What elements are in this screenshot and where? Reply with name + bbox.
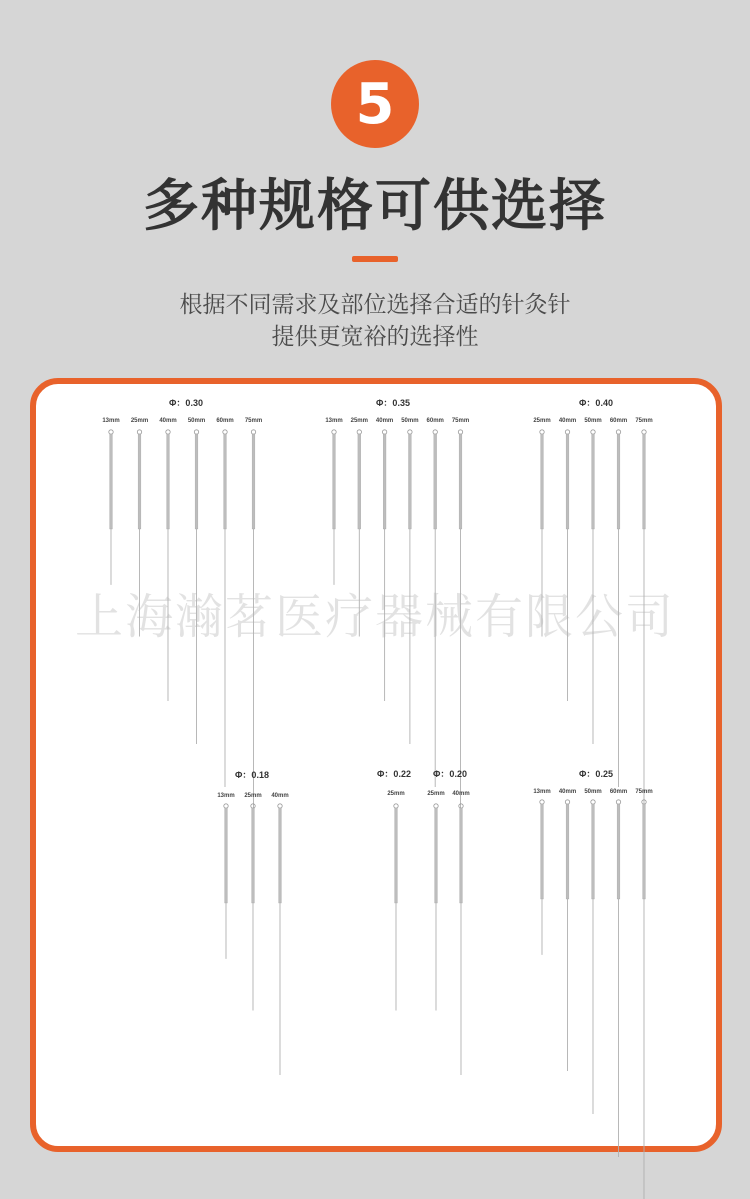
needle-loop (357, 430, 361, 434)
needle-handle (459, 434, 462, 529)
needle-handle (383, 434, 386, 529)
step-number-badge: 5 (331, 60, 419, 148)
page-title: 多种规格可供选择 (143, 174, 607, 239)
needle-handle (279, 808, 282, 903)
needle-loop (408, 430, 412, 434)
needle-size-label: 25mm (350, 418, 368, 424)
needle-size-label: 60mm (216, 418, 234, 424)
needle-handle (541, 804, 544, 899)
needle-size-label: 75mm (635, 418, 653, 424)
needle-loop (459, 804, 463, 808)
needle-size-label: 40mm (271, 793, 289, 799)
needle-handle (643, 804, 646, 899)
needle-handle (566, 434, 569, 529)
needle-size-label: 40mm (452, 791, 470, 797)
needle-size-label: 50mm (584, 789, 602, 795)
needle-loop (616, 800, 620, 804)
needle-loop (616, 430, 620, 434)
group-diameter-label: Φ：0.25 (579, 769, 613, 779)
needle-loop (137, 430, 141, 434)
needle-handle (395, 808, 398, 903)
needle-loop (223, 430, 227, 434)
needle-loop (251, 804, 255, 808)
needle-handle (592, 804, 595, 899)
needle-handle (252, 808, 255, 903)
needle-size-label: 50mm (584, 418, 602, 424)
needle-handle (252, 434, 255, 529)
group-diameter-label: Φ：0.30 (169, 398, 203, 408)
needle-size-label: 25mm (244, 793, 262, 799)
description-line-2: 提供更宽裕的选择性 (271, 324, 479, 350)
needle-handle (225, 808, 228, 903)
needle-size-label: 50mm (401, 418, 419, 424)
needle-handle (409, 434, 412, 529)
needle-loop (251, 430, 255, 434)
company-watermark: 上海瀚茗医疗器械有限公司 (74, 589, 675, 645)
needle-size-label: 75mm (244, 418, 263, 424)
needle-loop (382, 430, 386, 434)
group-diameter-label: Φ：0.20 (433, 769, 467, 779)
group-diameter-label: Φ：0.18 (235, 770, 269, 780)
needle-loop (565, 800, 569, 804)
needle-size-label: 13mm (533, 789, 551, 795)
needle-handle (333, 434, 336, 529)
needle-size-label: 60mm (426, 418, 444, 424)
needle-size-label: 60mm (609, 418, 628, 424)
needle-handle (110, 434, 113, 529)
needle-handle (460, 808, 463, 903)
needle-handle (566, 804, 569, 899)
needle-handle (435, 808, 438, 903)
group-diameter-label: Φ：0.40 (579, 398, 613, 408)
needle-size-label: 25mm (427, 791, 445, 797)
needle-loop (434, 804, 438, 808)
needle-handle (643, 434, 646, 529)
needle-loop (591, 430, 595, 434)
needle-size-label: 13mm (102, 418, 120, 424)
needle-handle (224, 434, 227, 529)
needle-size-label: 40mm (375, 418, 394, 424)
needle-size-label: 25mm (533, 418, 551, 424)
needle-size-label: 25mm (387, 791, 405, 797)
needle-loop (194, 430, 198, 434)
needle-handle (358, 434, 361, 529)
needle-handle (167, 434, 170, 529)
needle-loop (565, 430, 569, 434)
needle-loop (540, 800, 544, 804)
needle-size-label: 60mm (609, 789, 628, 795)
needle-handle (434, 434, 437, 529)
needle-size-label: 40mm (558, 418, 577, 424)
needle-size-label: 13mm (217, 793, 235, 799)
needle-handle (617, 434, 620, 529)
needle-handle (617, 804, 620, 899)
needle-loop (109, 430, 113, 434)
needle-handle (138, 434, 141, 529)
needle-loop (332, 430, 336, 434)
needle-size-label: 40mm (159, 418, 177, 424)
description-line-1: 根据不同需求及部位选择合适的针灸针 (179, 292, 571, 318)
needle-loop (433, 430, 437, 434)
needle-loop (458, 430, 462, 434)
needle-size-label: 75mm (451, 418, 470, 424)
needle-size-label: 50mm (187, 418, 206, 424)
needle-size-label: 13mm (325, 418, 343, 424)
needle-handle (195, 434, 198, 529)
needle-loop (394, 804, 398, 808)
needle-handle (592, 434, 595, 529)
needle-size-label: 25mm (130, 418, 149, 424)
needle-loop (224, 804, 228, 808)
needle-loop (591, 800, 595, 804)
group-diameter-label: Φ：0.22 (377, 769, 411, 779)
needle-loop (278, 804, 282, 808)
group-diameter-label: Φ：0.35 (376, 398, 410, 408)
needle-handle (541, 434, 544, 529)
needle-size-label: 40mm (558, 789, 577, 795)
needle-size-label: 75mm (635, 789, 653, 795)
needle-loop (540, 430, 544, 434)
needle-loop (642, 430, 646, 434)
needle-loop (166, 430, 170, 434)
